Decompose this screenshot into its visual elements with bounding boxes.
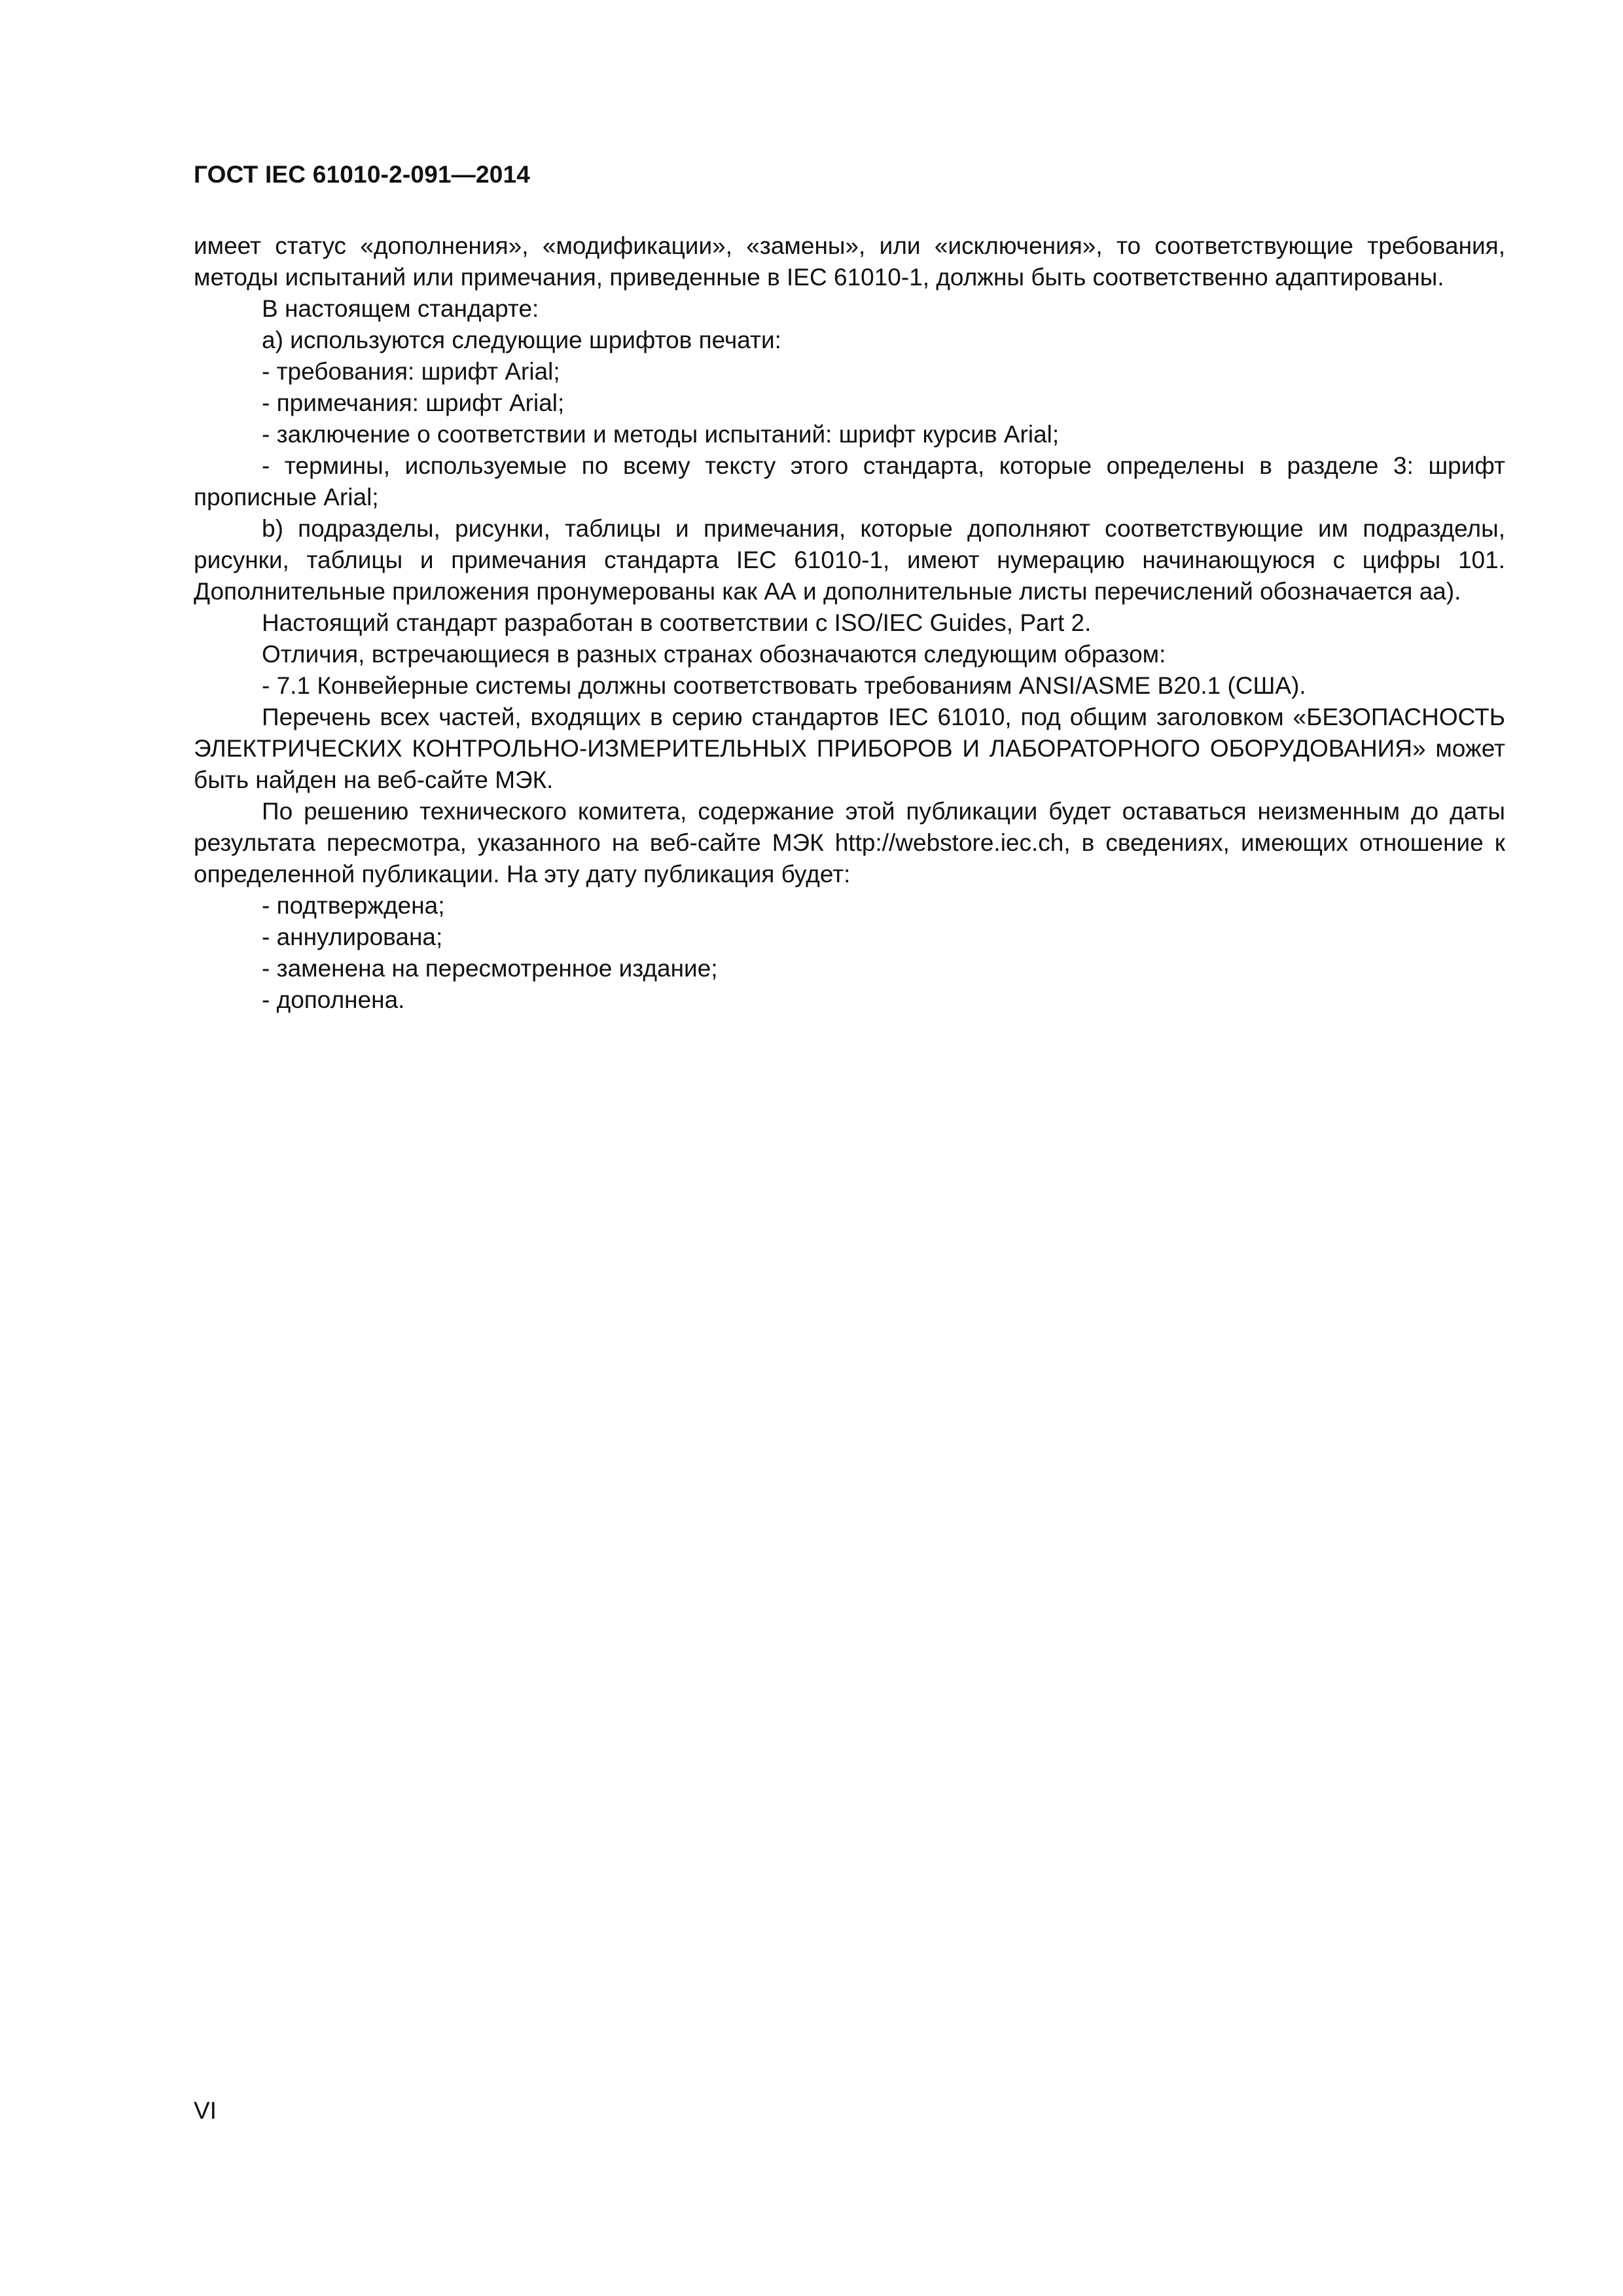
list-item: - термины, используемые по всему тексту этого стандарта, которые определены в разделе 3: шрифт прописные Arial; — [194, 452, 1505, 511]
paragraph: В настоящем стандарте: — [262, 295, 539, 322]
list-item: - требования: шрифт Arial; — [262, 358, 560, 385]
page-number: VI — [194, 2097, 217, 2124]
list-item: - заменена на пересмотренное издание; — [262, 955, 718, 982]
document-header: ГОСТ IEC 61010-2-091—2014 — [194, 161, 531, 188]
paragraph: Настоящий стандарт разработан в соответствии с ISO/IEC Guides, Part 2. — [262, 609, 1092, 636]
document-body — [194, 230, 1505, 1016]
paragraph: По решению технического комитета, содержание этой публикации будет оставаться неизменным до даты результата пересмотра, указанного на веб-сайте МЭК http://webstore.iec.ch, в сведениях, имеющих отношение к определенной публикации. На эту дату публикация будет: — [194, 798, 1505, 888]
list-item: - подтверждена; — [262, 892, 445, 919]
paragraph: Отличия, встречающиеся в разных странах обозначаются следующим образом: — [262, 641, 1166, 668]
list-item: - аннулирована; — [262, 924, 443, 950]
list-item: - примечания: шрифт Arial; — [262, 389, 565, 416]
paragraph: Перечень всех частей, входящих в серию стандартов IEC 61010, под общим заголовком «БЕЗОПАСНОСТЬ ЭЛЕКТРИЧЕСКИХ КОНТРОЛЬНО-ИЗМЕРИТЕЛЬНЫХ ПРИБОРОВ И ЛАБОРАТОРНОГО ОБОРУДОВАНИЯ» может быть найден на веб-сайте МЭК. — [194, 704, 1505, 793]
list-item: b) подразделы, рисунки, таблицы и примечания, которые дополняют соответствующие им подразделы, рисунки, таблицы и примечания стандарта IEC 61010-1, имеют нумерацию начинающуюся с цифры 101. Дополнительные приложения пронумерованы как АА и дополнительные листы перечислений обозначается аа). — [194, 515, 1505, 605]
list-item: - дополнена. — [262, 986, 405, 1013]
list-item: а) используются следующие шрифтов печати: — [262, 327, 781, 353]
list-item: - заключение о соответствии и методы испытаний: шрифт курсив Arial; — [262, 421, 1060, 448]
list-item: - 7.1 Конвейерные системы должны соответствовать требованиям ANSI/ASME B20.1 (США). — [262, 672, 1306, 699]
paragraph: имеет статус «дополнения», «модификации», «замены», или «исключения», то соответствующие требования, методы испытаний или примечания, приведенные в IEC 61010-1, должны быть соответственно адаптированы. — [194, 232, 1505, 291]
